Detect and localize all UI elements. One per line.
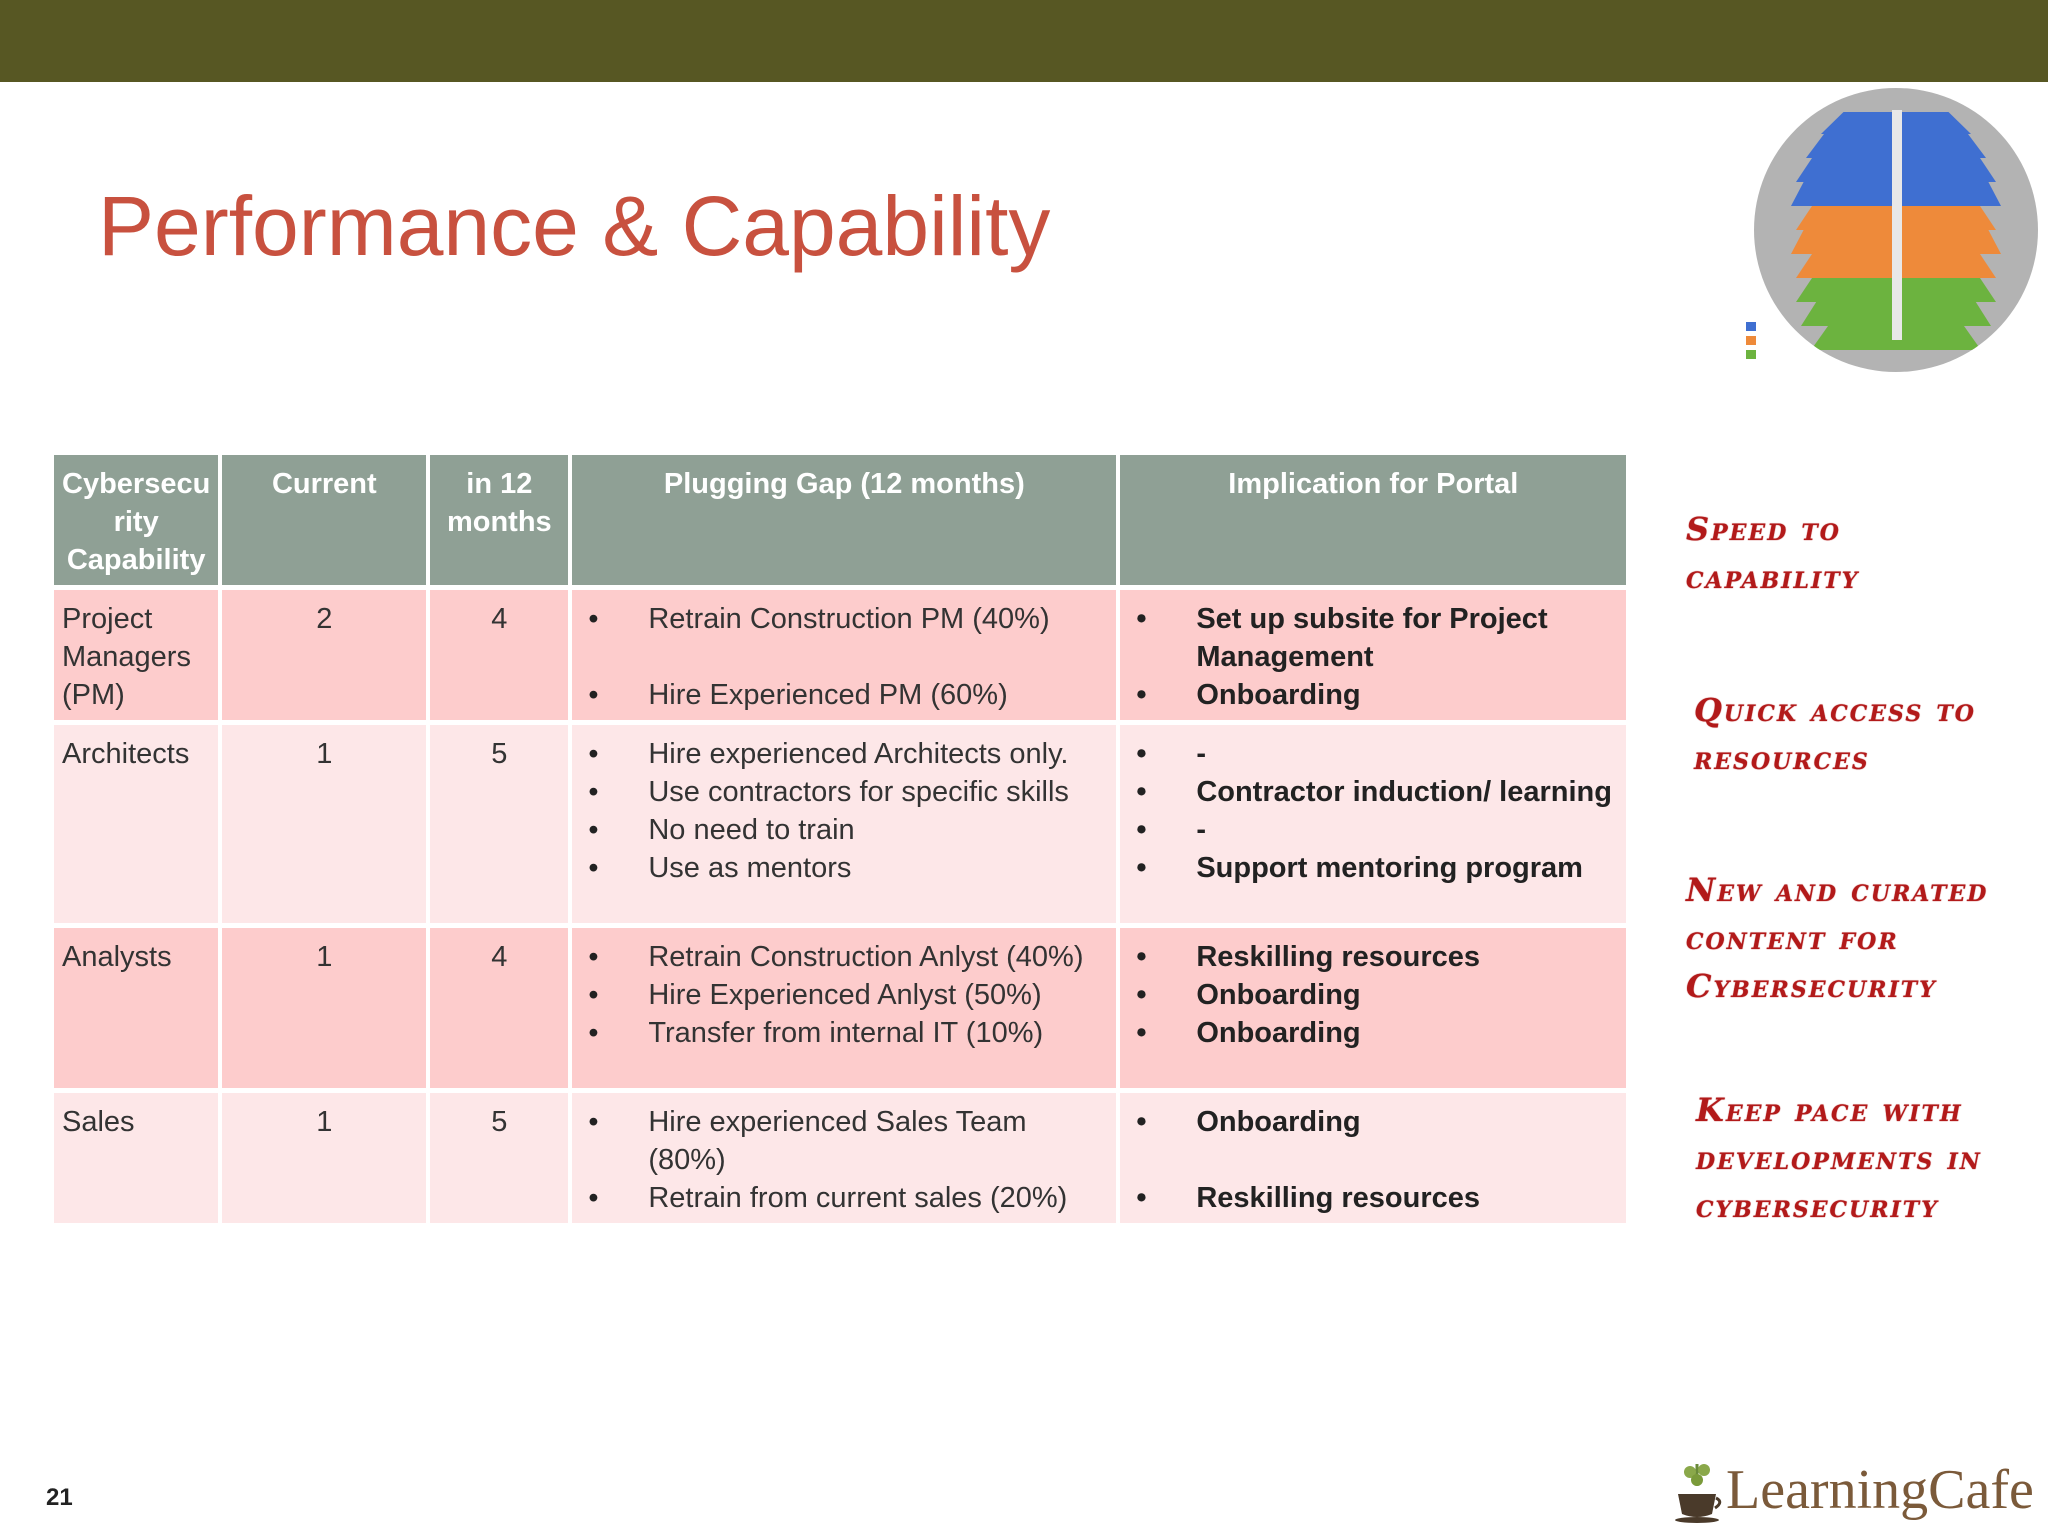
learningcafe-logo (1670, 1450, 2034, 1530)
cell-capability: Analysts (54, 928, 218, 1088)
list-item: • Hire Experienced Anlyst (50%) (580, 976, 1108, 1014)
cell-current: 1 (222, 725, 426, 923)
cell-gap (572, 590, 1116, 720)
list-item: • - (1128, 735, 1618, 773)
page-number: 21 (46, 1484, 73, 1511)
table-row (54, 1093, 1626, 1223)
header-capability: Cybersecu rity Capability (54, 455, 218, 585)
cell-current: 1 (222, 928, 426, 1088)
list-item: • Retrain Construction Anlyst (40%) (580, 938, 1108, 976)
list-item: • Hire experienced Architects only. (580, 735, 1108, 773)
list-item: • Use as mentors (580, 849, 1108, 887)
note-speed (1686, 505, 1859, 601)
list-item: • Reskilling resources (1128, 938, 1618, 976)
note-line: Cybersecurity (1686, 967, 1937, 1005)
cell-implication (1120, 590, 1626, 720)
note-pace (1696, 1086, 1982, 1230)
note-line: capability (1686, 558, 1860, 596)
logo-text: LearningCafe (1726, 1459, 2034, 1521)
note-line: cybersecurity (1696, 1187, 1939, 1225)
note-line: developments in (1696, 1139, 1982, 1177)
cell-implication (1120, 725, 1626, 923)
cell-current: 2 (222, 590, 426, 720)
cell-implication (1120, 1093, 1626, 1223)
table-row (54, 590, 1626, 720)
list-spacer (1128, 1141, 1618, 1179)
note-access (1694, 686, 1976, 782)
list-item: • Onboarding (1128, 1103, 1618, 1141)
list-item: • Hire Experienced PM (60%) (580, 676, 1108, 714)
slide-title: Performance & Capability (98, 179, 1051, 273)
cell-gap (572, 1093, 1116, 1223)
note-line: Quick access to (1694, 691, 1976, 729)
list-item: • Set up subsite for Project Management (1128, 600, 1618, 676)
cell-gap (572, 725, 1116, 923)
list-item: • Transfer from internal IT (10%) (580, 1014, 1108, 1052)
coffee-cup-icon (1670, 1460, 1724, 1524)
list-item: • Retrain Construction PM (40%) (580, 600, 1108, 638)
note-line: Speed to (1686, 510, 1841, 548)
capability-table (50, 450, 1630, 1228)
table-row (54, 928, 1626, 1088)
note-line: resources (1694, 739, 1870, 777)
cell-in12: 4 (430, 928, 568, 1088)
note-content (1686, 866, 1988, 1010)
cell-implication (1120, 928, 1626, 1088)
list-item: • Support mentoring program (1128, 849, 1618, 887)
list-spacer (580, 638, 1108, 676)
list-item: • - (1128, 811, 1618, 849)
list-item: • Retrain from current sales (20%) (580, 1179, 1108, 1217)
cell-gap (572, 928, 1116, 1088)
header-bar (0, 0, 2048, 82)
capability-layers-graphic (1754, 88, 2038, 372)
cell-capability: Architects (54, 725, 218, 923)
cell-capability: Project Managers (PM) (54, 590, 218, 720)
header-current: Current (222, 455, 426, 585)
list-item: • Hire experienced Sales Team (80%) (580, 1103, 1108, 1179)
list-item: • Onboarding (1128, 676, 1618, 714)
cell-in12: 5 (430, 725, 568, 923)
graphic-legend (1746, 322, 1756, 364)
header-in12: in 12 months (430, 455, 568, 585)
note-line: content for (1686, 919, 1899, 957)
list-item: • Contractor induction/ learning (1128, 773, 1618, 811)
list-item: • No need to train (580, 811, 1108, 849)
list-item: • Onboarding (1128, 1014, 1618, 1052)
list-item: • Use contractors for specific skills (580, 773, 1108, 811)
note-line: New and curated (1686, 871, 1989, 909)
note-line: Keep pace with (1696, 1091, 1963, 1129)
table-row (54, 725, 1626, 923)
cell-current: 1 (222, 1093, 426, 1223)
cell-in12: 4 (430, 590, 568, 720)
cell-capability: Sales (54, 1093, 218, 1223)
list-item: • Onboarding (1128, 976, 1618, 1014)
list-item: • Reskilling resources (1128, 1179, 1618, 1217)
header-gap: Plugging Gap (12 months) (572, 455, 1116, 585)
cell-in12: 5 (430, 1093, 568, 1223)
table-header-row (54, 455, 1626, 585)
header-implication: Implication for Portal (1120, 455, 1626, 585)
